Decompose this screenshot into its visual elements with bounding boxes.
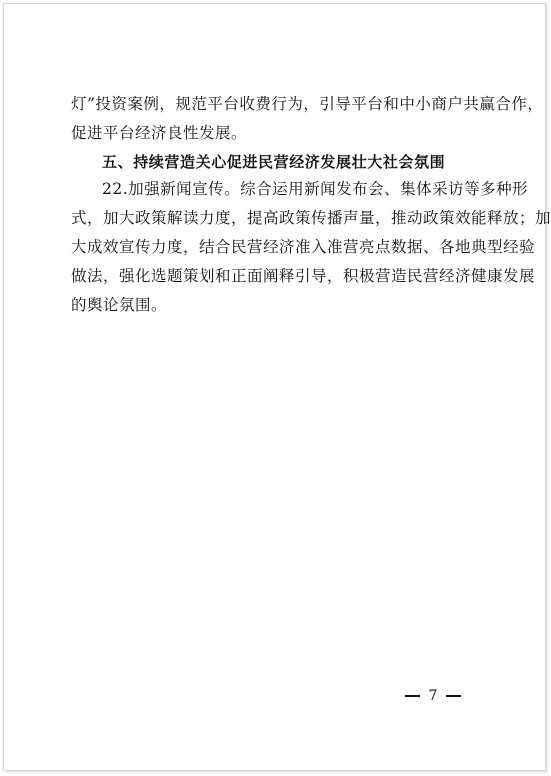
page-number [405,685,461,707]
paragraph-line: 做法，强化选题策划和正面阐释引导，积极营造民营经济健康发展 [71,267,536,285]
section-heading: 五、持续营造关心促进民营经济发展壮大社会氛围 [102,153,446,171]
page-number-dash-left [405,695,420,697]
paragraph-line: 大成效宣传力度，结合民营经济准入准营亮点数据、各地典型经验 [71,238,536,256]
paragraph-line: 灯”投资案例，规范平台收费行为，引导平台和中小商户共赢合作， [71,95,544,113]
paragraph-line: 促进平台经济良性发展。 [71,124,248,142]
paragraph-1 [71,90,544,148]
page-number-dash-right [446,695,461,697]
page-number-value: 7 [428,688,438,704]
paragraph-line: 的舆论氛围。 [71,296,168,314]
paragraph-line: 式，加大政策解读力度，提高政策传播声量，推动政策效能释放；加 [71,209,551,227]
paragraph-2 [71,175,551,320]
paragraph-line: 22.加强新闻宣传。综合运用新闻发布会、集体采访等多种形 [102,180,529,198]
